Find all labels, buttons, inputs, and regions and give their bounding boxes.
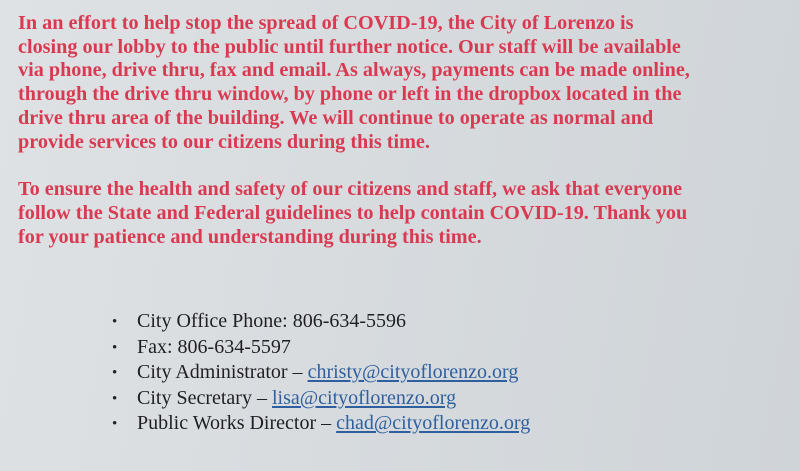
email-link-city-secretary[interactable]: lisa@cityoflorenzo.org: [271, 386, 457, 409]
bullet-icon: •: [112, 416, 118, 432]
notice-line: through the drive thru window, by phone or left in the dropbox located in the: [18, 83, 682, 106]
notice-line: In an effort to help stop the spread of COVID-19, the City of Lorenzo is: [18, 12, 634, 34]
contact-list: [112, 309, 530, 437]
contact-item-city-secretary: [112, 386, 530, 412]
bullet-icon: •: [112, 365, 118, 381]
contact-label: City Secretary –: [137, 386, 272, 409]
email-link-public-works-director[interactable]: chad@cityoflorenzo.org: [336, 412, 531, 434]
bullet-icon: •: [112, 314, 118, 330]
notice-line: closing our lobby to the public until further notice. Our staff will be available: [18, 35, 681, 58]
contact-label: Public Works Director –: [137, 412, 337, 434]
notice-line: provide services to our citizens during this time.: [18, 130, 430, 153]
contact-item-fax: [112, 335, 530, 361]
contact-item-city-administrator: [112, 360, 530, 386]
contact-label: City Administrator –: [137, 361, 308, 383]
bullet-icon: •: [112, 339, 118, 356]
notice-line: for your patience and understanding during this time.: [18, 225, 482, 248]
notice-line: drive thru area of the building. We will continue to operate as normal and: [18, 106, 654, 129]
notice-line: via phone, drive thru, fax and email. As always, payments can be made online,: [18, 59, 690, 82]
notice-line: follow the State and Federal guidelines to help contain COVID-19. Thank you: [18, 201, 688, 224]
notice-line: To ensure the health and safety of our citizens and staff, we ask that everyone: [18, 178, 683, 201]
contact-item-public-works-director: [112, 411, 530, 437]
bullet-icon: •: [112, 390, 118, 407]
contact-label: Fax: 806-634-5597: [137, 335, 291, 358]
notice-paragraph-closure: [18, 12, 786, 154]
contact-item-office-phone: [112, 309, 530, 335]
notice-paragraph-safety: [18, 178, 786, 249]
email-link-city-administrator[interactable]: christy@cityoflorenzo.org: [307, 361, 519, 383]
contact-label: City Office Phone: 806-634-5596: [137, 310, 407, 332]
